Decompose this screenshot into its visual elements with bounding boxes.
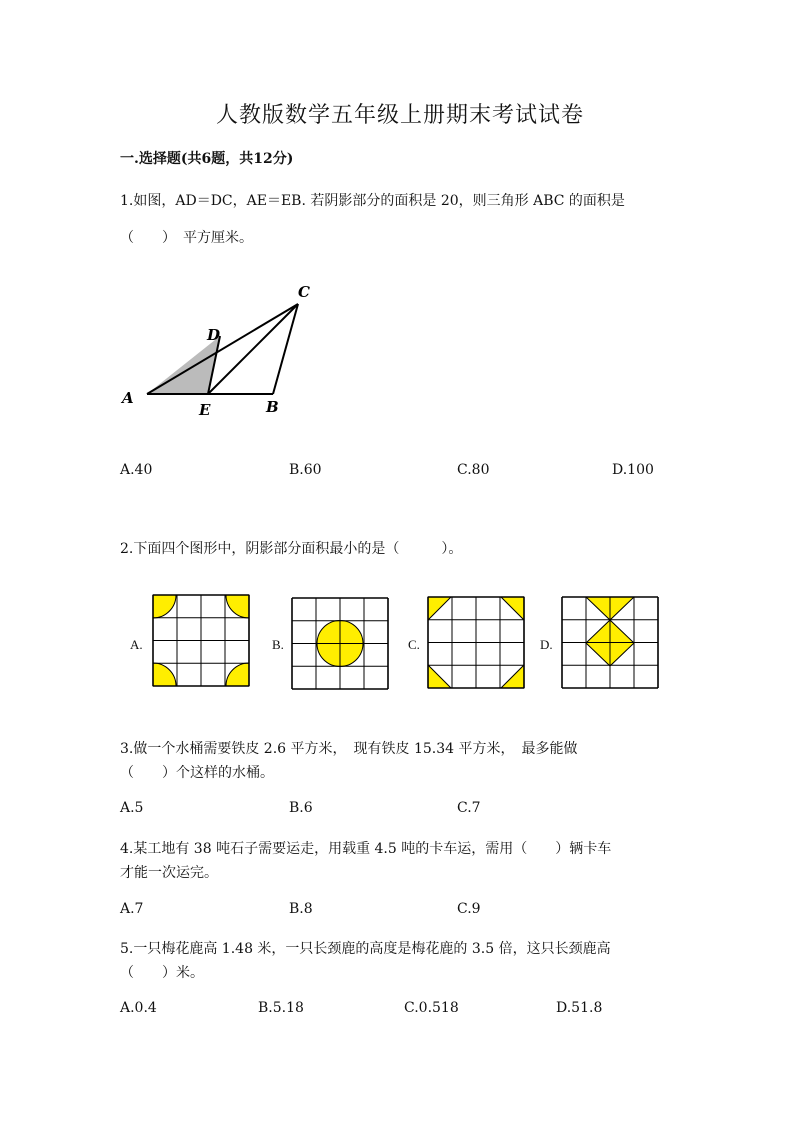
q2-grid-a [152, 594, 252, 688]
q5-option-a[interactable]: A.0.4 [120, 1000, 157, 1016]
label-a: A [122, 389, 134, 407]
page-title: 人教版数学五年级上册期末考试试卷 [215, 103, 584, 128]
q4-option-b[interactable]: B.8 [289, 901, 313, 917]
q4-text-line2: 才能一次运完。 [120, 865, 218, 881]
q1-option-a[interactable]: A.40 [120, 462, 153, 478]
q5-option-d[interactable]: D.51.8 [556, 1000, 603, 1016]
q5-text-line1: 5.一只梅花鹿高 1.48 米，一只长颈鹿的高度是梅花鹿的 3.5 倍，这只长颈鹿高 [120, 941, 611, 957]
q2-grid-d [561, 596, 661, 690]
q5-option-b[interactable]: B.5.18 [258, 1000, 304, 1016]
section-heading: 一.选择题(共6题，共12分) [120, 151, 294, 167]
q3-option-c[interactable]: C.7 [457, 800, 481, 816]
q3-text-line1: 3.做一个水桶需要铁皮 2.6 平方米， 现有铁皮 15.34 平方米， 最多能做 [120, 741, 578, 757]
q4-option-c[interactable]: C.9 [457, 901, 481, 917]
q2-option-d[interactable]: D. [540, 637, 553, 652]
label-d: D [207, 326, 221, 344]
q1-text-line1: 1.如图，AD＝DC，AE＝EB. 若阴影部分的面积是 20，则三角形 ABC 的面积是 [120, 193, 625, 209]
q1-text-line2: （ ） 平方厘米。 [120, 230, 253, 246]
q3-option-a[interactable]: A.5 [120, 800, 144, 816]
q2-option-b[interactable]: B. [272, 637, 284, 652]
q5-option-c[interactable]: C.0.518 [404, 1000, 459, 1016]
q1-option-c[interactable]: C.80 [457, 462, 490, 478]
q4-option-a[interactable]: A.7 [120, 901, 144, 917]
q3-text-line2: （ ）个这样的水桶。 [120, 765, 274, 781]
q4-text-line1: 4.某工地有 38 吨石子需要运走，用载重 4.5 吨的卡车运，需用（ ）辆卡车 [120, 841, 612, 857]
q3-option-b[interactable]: B.6 [289, 800, 313, 816]
q1-option-b[interactable]: B.60 [289, 462, 322, 478]
q5-text-line2: （ ）米。 [120, 965, 204, 981]
q1-option-d[interactable]: D.100 [612, 462, 654, 478]
label-c: C [298, 283, 310, 301]
q2-grid-b [291, 597, 391, 691]
label-b: B [266, 398, 279, 416]
q2-text: 2.下面四个图形中，阴影部分面积最小的是（ ）。 [120, 541, 463, 557]
q2-grid-c [427, 596, 527, 690]
label-e: E [199, 401, 211, 419]
q1-triangle-figure [110, 270, 330, 430]
q2-option-c[interactable]: C. [408, 637, 420, 652]
q2-option-a[interactable]: A. [130, 637, 143, 652]
